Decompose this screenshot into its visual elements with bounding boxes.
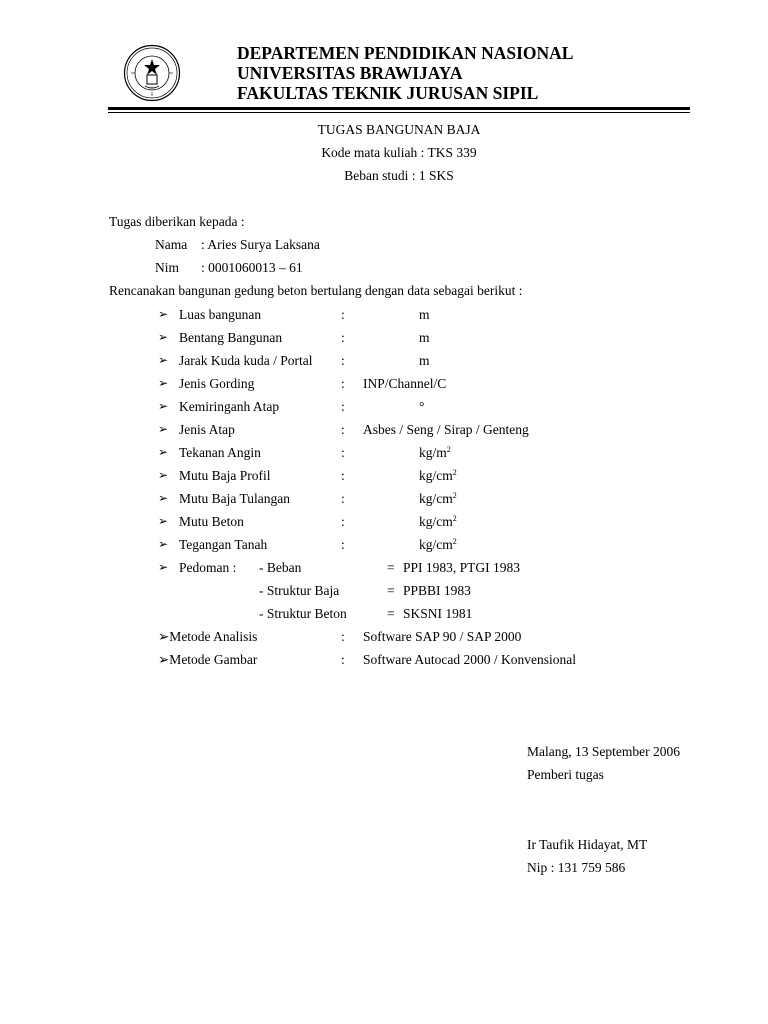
item-value [419,331,430,345]
method-label: ➢Metode Gambar [158,652,258,667]
header-rule-thick [108,107,690,110]
item-label: Mutu Baja Profil [179,468,271,483]
item-value-text: kg/cm [419,537,453,552]
method-colon: : [341,652,345,667]
item-value-superscript: 2 [446,445,451,454]
pedoman-equals: = [387,560,395,575]
method-value: Software SAP 90 / SAP 2000 [363,629,522,644]
list-bullet-icon: ➢ [158,468,169,482]
pedoman-equals: = [387,583,395,598]
header-rule-thin [108,112,690,113]
item-colon: : [341,514,345,529]
item-label: Bentang Bangunan [179,330,283,345]
item-colon: : [341,399,345,414]
item-label: Tegangan Tanah [179,537,268,552]
nim-label: Nim [155,260,180,275]
list-bullet-icon: ➢ [158,491,169,505]
item-value [419,308,430,322]
item-value-text: m [419,330,430,345]
item-label: Tekanan Angin [179,445,261,460]
list-bullet-icon: ➢ [158,307,169,321]
item-label: Kemiringanh Atap [179,399,280,414]
pedoman-equals: = [387,606,395,621]
course-code: Kode mata kuliah : TKS 339 [321,145,477,160]
item-value-superscript: 2 [452,514,457,523]
instruction-text: Rencanakan bangunan gedung beton bertulang dengan data sebagai berikut : [109,283,523,298]
item-value-text: Asbes / Seng / Sirap / Genteng [363,422,529,437]
signer-nip: Nip : 131 759 586 [527,860,626,875]
item-value-superscript: 2 [452,468,457,477]
item-value [419,515,457,529]
item-value-text: m [419,307,430,322]
item-label: Luas bangunan [179,307,262,322]
name-value: : Aries Surya Laksana [201,237,320,252]
item-value [419,400,424,414]
item-value [419,538,457,552]
method-value: Software Autocad 2000 / Konvensional [363,652,576,667]
item-value-text: kg/m [419,445,447,460]
name-label: Nama [155,237,188,252]
item-colon: : [341,468,345,483]
list-bullet-icon: ➢ [158,399,169,413]
list-bullet-icon: ➢ [158,353,169,367]
item-value-text: ° [419,399,425,414]
item-value-text: INP/Channel/C [363,376,447,391]
item-value [363,377,446,391]
pedoman-value: PPI 1983, PTGI 1983 [403,560,521,575]
item-value-text: kg/cm [419,468,453,483]
list-bullet-icon: ➢ [158,445,169,459]
item-value [419,446,451,460]
item-label: Mutu Baja Tulangan [179,491,291,506]
item-value-text: kg/cm [419,514,453,529]
item-colon: : [341,422,345,437]
place-date: Malang, 13 September 2006 [527,744,680,759]
item-value-text: kg/cm [419,491,453,506]
list-bullet-icon: ➢ [158,422,169,436]
method-colon: : [341,629,345,644]
list-bullet-icon: ➢ [158,330,169,344]
document-title: TUGAS BANGUNAN BAJA [317,122,481,137]
item-value [419,492,457,506]
nim-value: : 0001060013 – 61 [201,260,303,275]
list-bullet-icon: ➢ [158,376,169,390]
pedoman-label: Pedoman : [179,560,237,575]
assignee-intro: Tugas diberikan kepada : [109,214,245,229]
pedoman-value: PPBBI 1983 [403,583,471,598]
item-value-superscript: 2 [452,537,457,546]
list-bullet-icon: ➢ [158,537,169,551]
item-colon: : [341,491,345,506]
item-label: Mutu Beton [179,514,244,529]
header-faculty: FAKULTAS TEKNIK JURUSAN SIPIL [237,83,539,103]
study-load: Beban studi : 1 SKS [344,168,454,183]
pedoman-value: SKSNI 1981 [403,606,473,621]
item-colon: : [341,445,345,460]
pedoman-sub-label: - Struktur Beton [259,606,347,621]
header-university: UNIVERSITAS BRAWIJAYA [237,63,463,83]
item-colon: : [341,353,345,368]
pedoman-sub-label: - Beban [259,560,302,575]
item-value [419,354,430,368]
pedoman-bullet-icon: ➢ [158,560,169,574]
item-value-superscript: 2 [452,491,457,500]
pedoman-sub-label: - Struktur Baja [259,583,340,598]
method-label: ➢Metode Analisis [158,629,258,644]
signer-name: Ir Taufik Hidayat, MT [527,837,648,852]
university-seal-icon [123,44,181,102]
header-ministry: DEPARTEMEN PENDIDIKAN NASIONAL [237,43,574,63]
item-colon: : [341,376,345,391]
list-bullet-icon: ➢ [158,514,169,528]
item-colon: : [341,307,345,322]
signer-role: Pemberi tugas [527,767,604,782]
item-value [419,469,457,483]
item-value [363,423,529,437]
item-value-text: m [419,353,430,368]
item-colon: : [341,330,345,345]
item-label: Jenis Gording [179,376,255,391]
item-label: Jarak Kuda kuda / Portal [179,353,313,368]
item-label: Jenis Atap [179,422,235,437]
item-colon: : [341,537,345,552]
